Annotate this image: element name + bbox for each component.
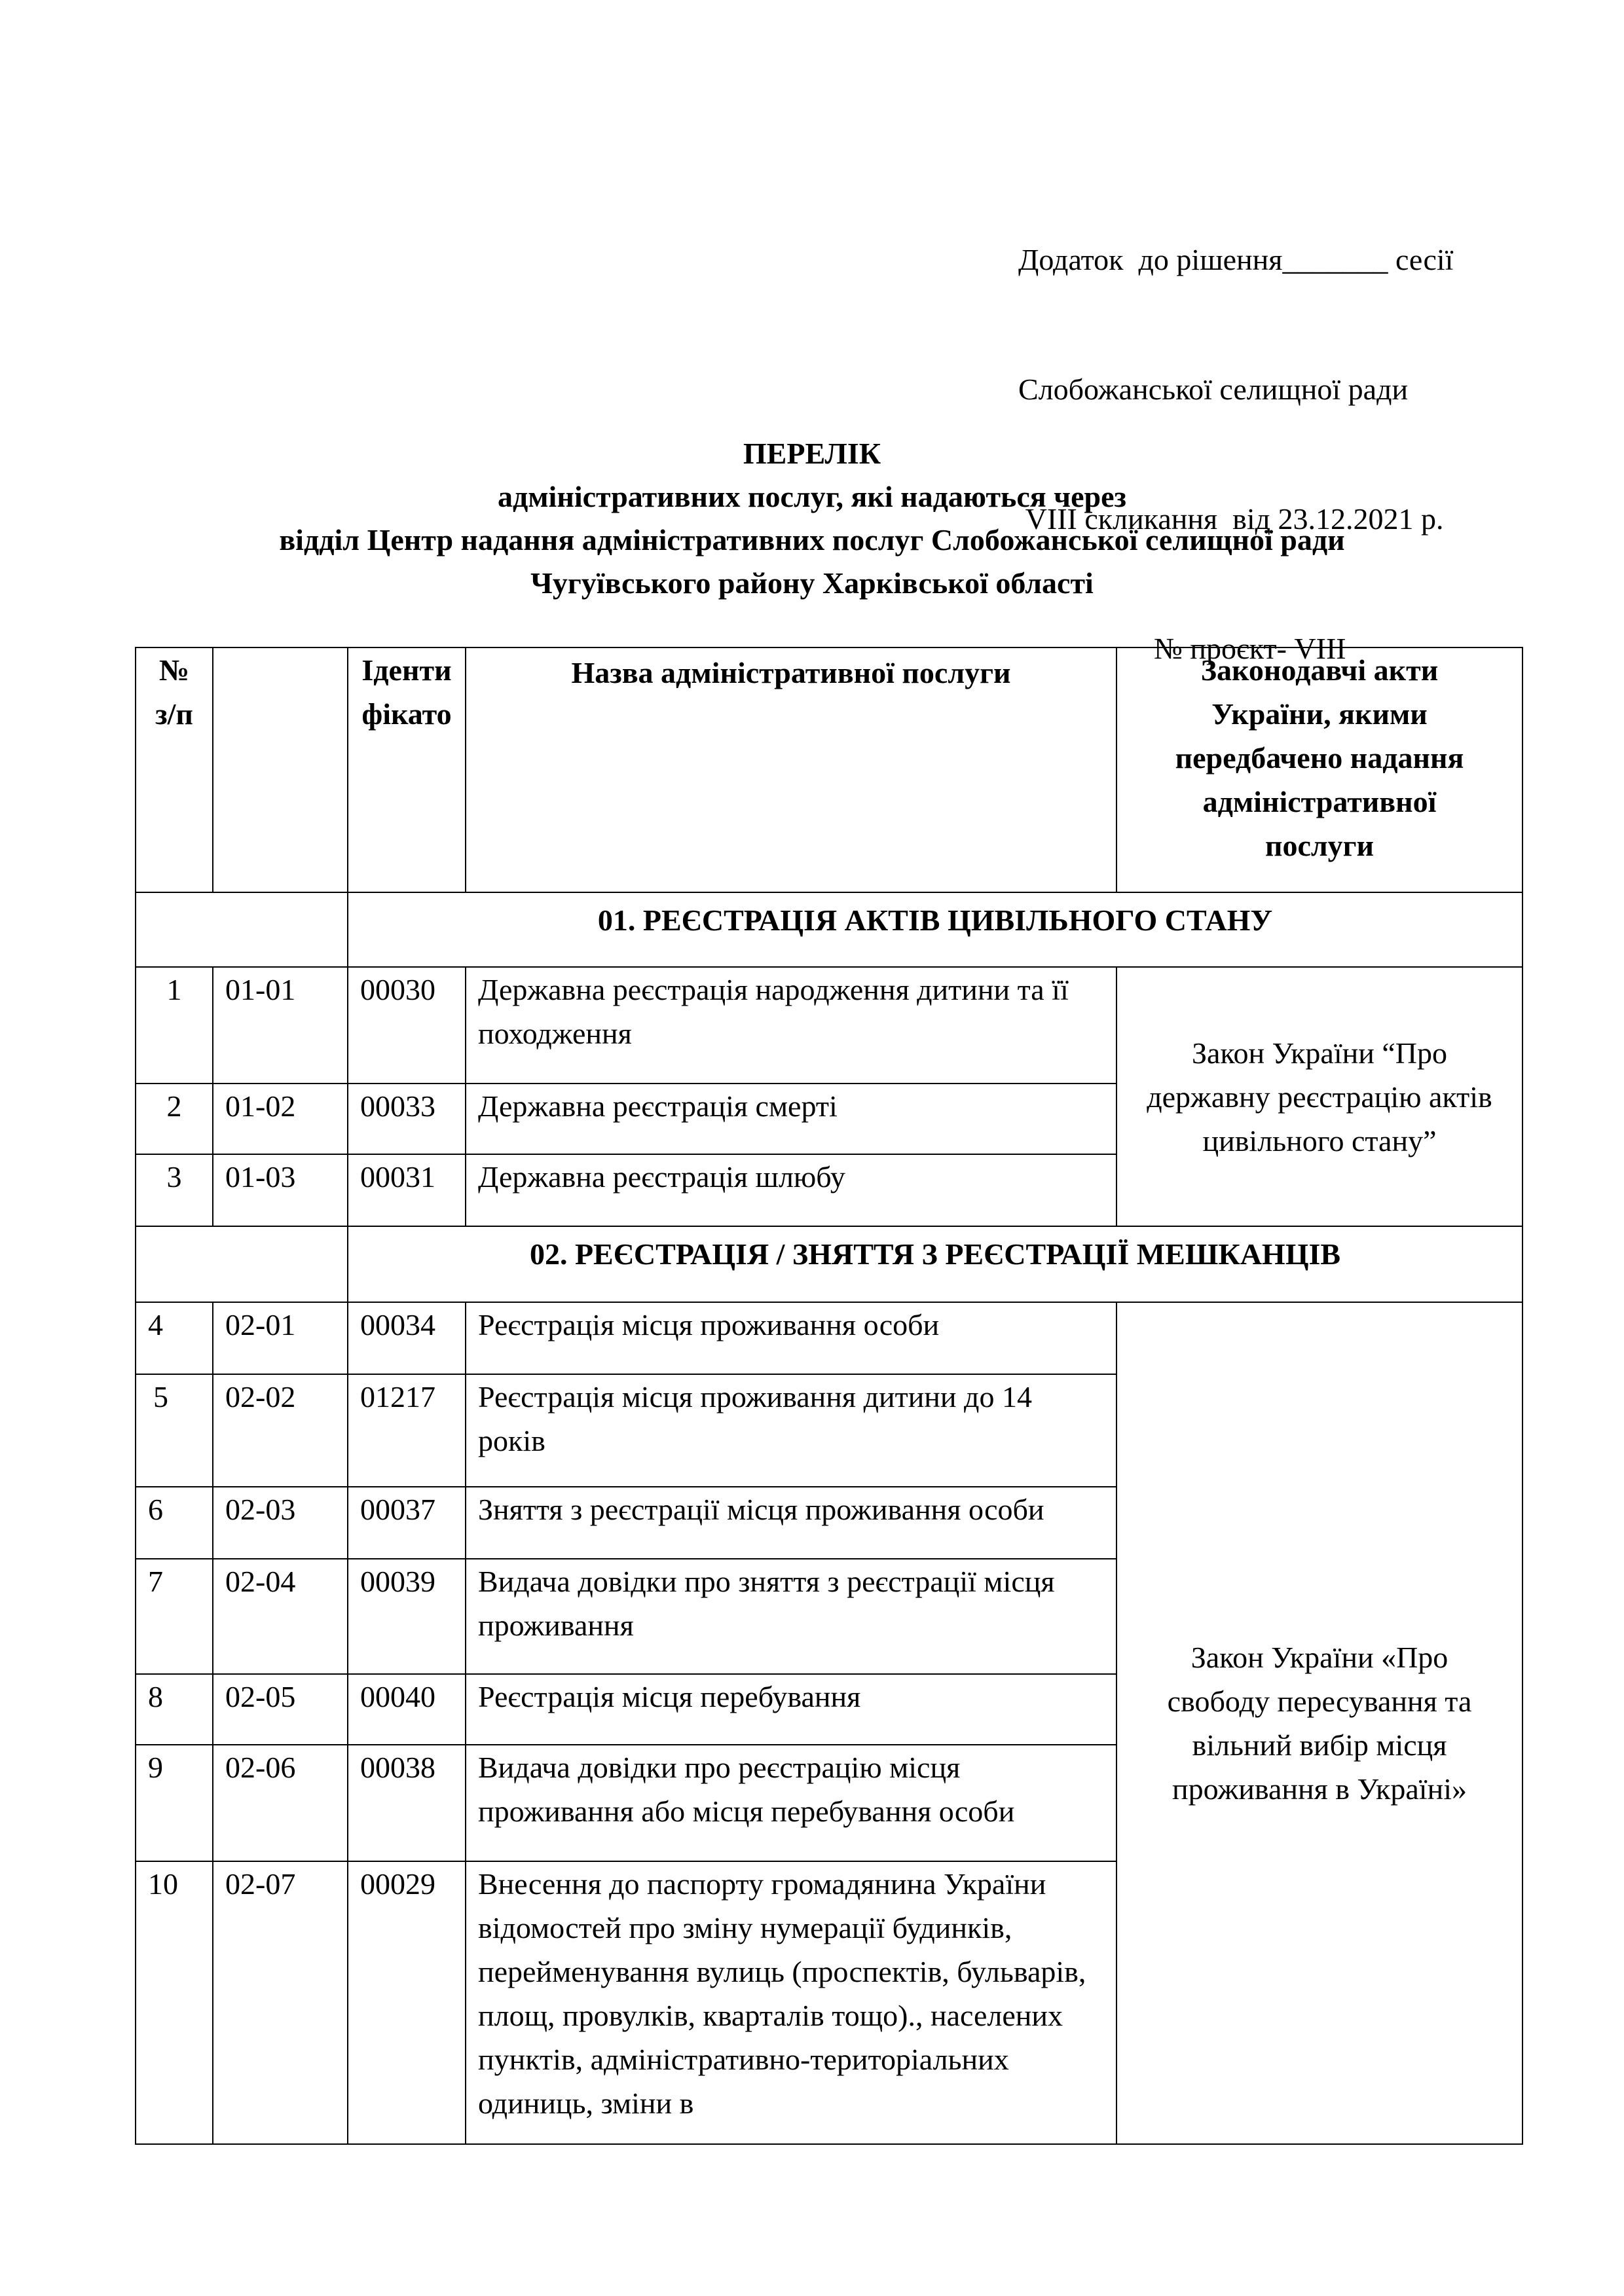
services-table [135, 647, 1523, 2145]
table-row [136, 967, 1522, 1084]
row-name: Видача довідки про зняття з реєстрації місця проживання [466, 1559, 1116, 1674]
row-id: 00033 [348, 1084, 466, 1154]
row-name: Державна реєстрація шлюбу [466, 1154, 1116, 1226]
appendix-line: VIII скликання від 23.12.2021 р. [1018, 502, 1444, 536]
header-law: Законодавчі акти України, якими передбачено надання адміністративної послуги [1116, 647, 1522, 892]
row-name: Державна реєстрація народження дитини та її походження [466, 967, 1116, 1084]
row-id: 00029 [348, 1861, 466, 2144]
title-line: відділ Центр надання адміністративних послуг Слобожанської селищної ради [279, 523, 1345, 556]
section-title: 02. РЕЄСТРАЦІЯ / ЗНЯТТЯ З РЕЄСТРАЦІЇ МЕШКАНЦІВ [348, 1226, 1522, 1302]
row-code: 02-02 [213, 1374, 348, 1487]
row-code: 02-01 [213, 1302, 348, 1374]
row-num: 3 [136, 1154, 213, 1226]
row-num: 1 [136, 967, 213, 1084]
table-row [136, 1302, 1522, 1374]
row-code: 02-07 [213, 1861, 348, 2144]
row-id: 00040 [348, 1674, 466, 1745]
row-num: 5 [136, 1374, 213, 1487]
title-line: Чугуївського району Харківської області [530, 566, 1094, 600]
header-num: № з/п [136, 647, 213, 892]
row-name: Реєстрація місця перебування [466, 1674, 1116, 1745]
row-num: 10 [136, 1861, 213, 2144]
section-blank [136, 892, 348, 967]
row-id: 00039 [348, 1559, 466, 1674]
row-id: 01217 [348, 1374, 466, 1487]
title-line: ПЕРЕЛІК [743, 437, 881, 470]
row-id: 00034 [348, 1302, 466, 1374]
row-id: 00037 [348, 1487, 466, 1559]
row-name: Внесення до паспорту громадянина України відомостей про зміну нумерації будинків, перейменування вулиць (проспектів, бульварів, площ, провулків, кварталів тощо)., населених пунктів, адміністративно-територіальних одиниць, зміни в [466, 1861, 1116, 2144]
row-num: 7 [136, 1559, 213, 1674]
row-num: 8 [136, 1674, 213, 1745]
row-code: 02-03 [213, 1487, 348, 1559]
row-name: Зняття з реєстрації місця проживання особи [466, 1487, 1116, 1559]
row-code: 01-01 [213, 967, 348, 1084]
row-num: 2 [136, 1084, 213, 1154]
law-cell: Закон України «Про свободу пересування та вільний вибір місця проживання в Україні» [1116, 1302, 1522, 2144]
row-name: Видача довідки про реєстрацію місця проживання або місця перебування особи [466, 1745, 1116, 1861]
header-name: Назва адміністративної послуги [466, 647, 1116, 892]
row-id: 00038 [348, 1745, 466, 1861]
section-title: 01. РЕЄСТРАЦІЯ АКТІВ ЦИВІЛЬНОГО СТАНУ [348, 892, 1522, 967]
section-row [136, 892, 1522, 967]
law-cell: Закон України “Про державну реєстрацію актів цивільного стану” [1116, 967, 1522, 1226]
row-num: 6 [136, 1487, 213, 1559]
row-name: Реєстрація місця проживання дитини до 14 років [466, 1374, 1116, 1487]
table-header-row [136, 647, 1522, 892]
row-name: Реєстрація місця проживання особи [466, 1302, 1116, 1374]
row-code: 02-06 [213, 1745, 348, 1861]
row-code: 02-04 [213, 1559, 348, 1674]
row-code: 01-03 [213, 1154, 348, 1226]
appendix-line: Додаток до рішення_______ сесії [1018, 243, 1454, 276]
row-num: 4 [136, 1302, 213, 1374]
appendix-line: Слобожанської селищної ради [1018, 373, 1409, 406]
row-num: 9 [136, 1745, 213, 1861]
row-id: 00031 [348, 1154, 466, 1226]
row-code: 02-05 [213, 1674, 348, 1745]
document-title [0, 432, 1624, 605]
title-line: адміністративних послуг, які надаються через [497, 480, 1127, 513]
appendix-line: № проєкт- VIII [1018, 632, 1346, 665]
row-name: Державна реєстрація смерті [466, 1084, 1116, 1154]
section-row [136, 1226, 1522, 1302]
row-code: 01-02 [213, 1084, 348, 1154]
header-code [213, 647, 348, 892]
section-blank [136, 1226, 348, 1302]
header-ident: Ідентифікато [348, 647, 466, 892]
row-id: 00030 [348, 967, 466, 1084]
